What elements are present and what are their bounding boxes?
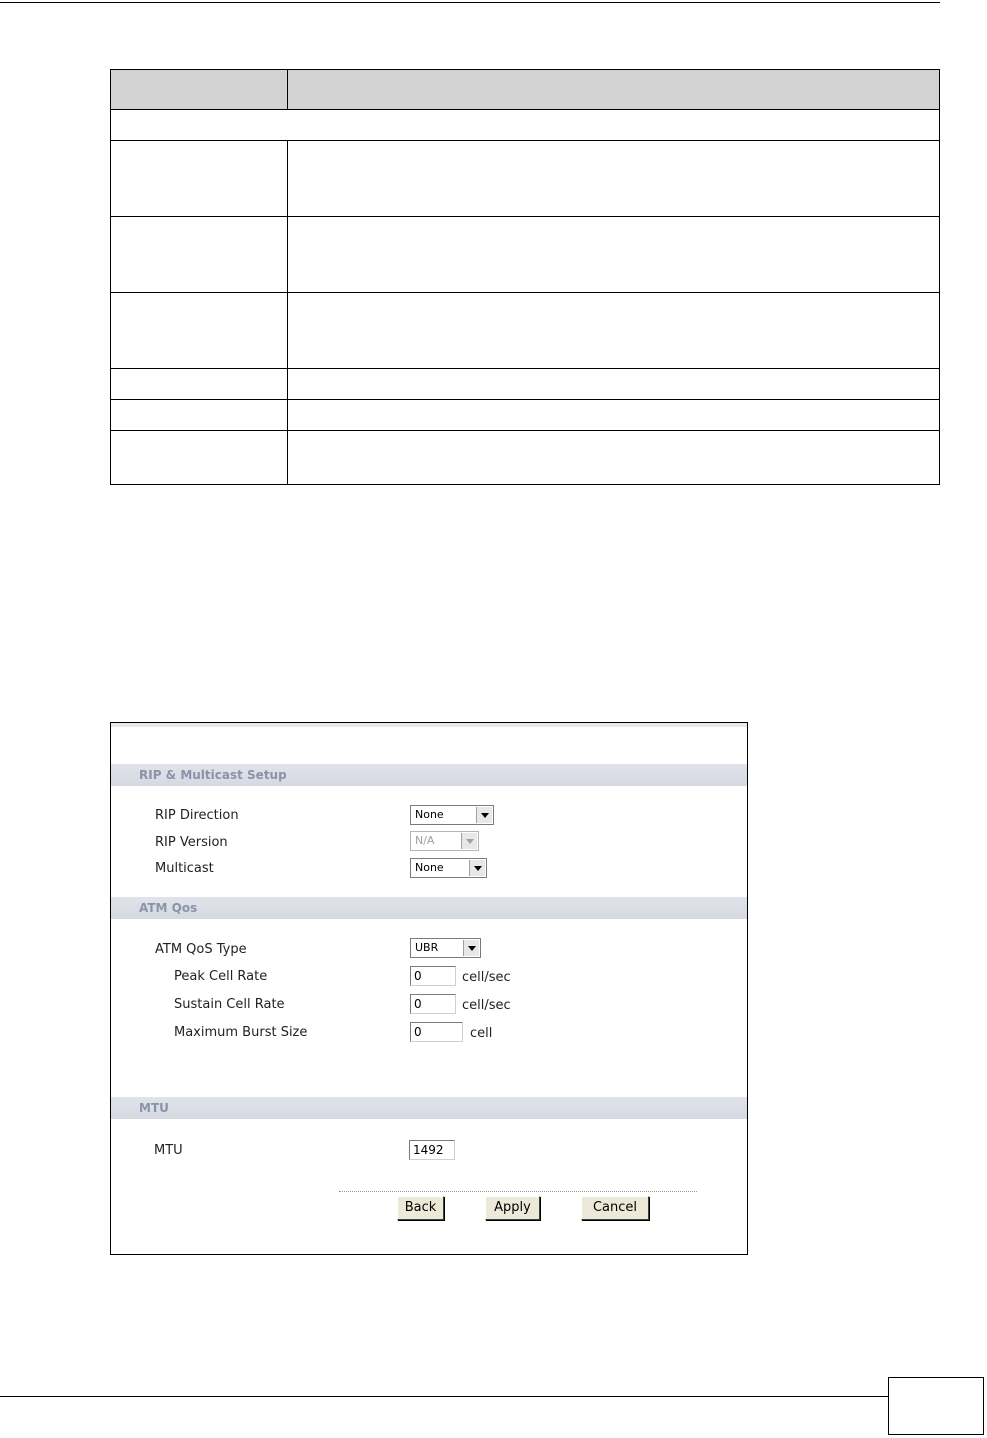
table-cell-label — [111, 293, 288, 369]
table-cell-label — [111, 369, 288, 400]
footer-rule — [0, 1396, 888, 1397]
mtu-section-title: MTU — [111, 1097, 747, 1119]
mtu-label: MTU — [154, 1143, 183, 1158]
max-burst-size-input[interactable]: 0 — [410, 1022, 463, 1042]
rip-multicast-section-title: RIP & Multicast Setup — [111, 764, 747, 786]
sustain-cell-rate-unit: cell/sec — [462, 998, 511, 1013]
page-number-box — [888, 1377, 984, 1435]
multicast-select[interactable] — [410, 858, 487, 878]
table-row — [111, 369, 940, 400]
description-table — [110, 69, 940, 485]
table-row — [111, 400, 940, 431]
rip-direction-select[interactable] — [410, 805, 494, 825]
atm-qos-type-value: UBR — [415, 941, 439, 954]
mtu-input[interactable]: 1492 — [409, 1140, 455, 1160]
rip-direction-label: RIP Direction — [155, 808, 239, 823]
table-row — [111, 293, 940, 369]
table-section-row — [111, 110, 940, 141]
chevron-down-icon — [461, 833, 477, 849]
peak-cell-rate-input[interactable]: 0 — [410, 966, 456, 986]
atm-qos-type-label: ATM QoS Type — [155, 942, 247, 957]
atm-qos-section-title: ATM Qos — [111, 897, 747, 919]
table-cell-label — [111, 141, 288, 217]
table-header-description — [288, 70, 940, 110]
atm-qos-type-select[interactable] — [410, 938, 481, 958]
cancel-button[interactable]: Cancel — [581, 1196, 649, 1220]
table-cell-description — [288, 217, 940, 293]
table-cell-label — [111, 400, 288, 431]
table-cell-description — [288, 293, 940, 369]
chevron-down-icon[interactable] — [463, 940, 479, 956]
back-button[interactable]: Back — [397, 1196, 444, 1220]
sustain-cell-rate-input[interactable]: 0 — [410, 994, 456, 1014]
chevron-down-icon[interactable] — [469, 860, 485, 876]
wan-advanced-setup-panel — [110, 722, 748, 1255]
rip-version-value: N/A — [415, 834, 435, 847]
table-cell-description — [288, 400, 940, 431]
table-row — [111, 431, 940, 485]
table-header-label — [111, 70, 288, 110]
rip-version-select — [410, 831, 479, 851]
rip-version-label: RIP Version — [155, 835, 228, 850]
table-section-label — [111, 110, 940, 141]
apply-button[interactable]: Apply — [485, 1196, 540, 1220]
table-cell-label — [111, 431, 288, 485]
multicast-value: None — [415, 861, 444, 874]
button-divider — [339, 1191, 697, 1192]
panel-body — [111, 723, 747, 1254]
chevron-down-icon[interactable] — [476, 807, 492, 823]
multicast-label: Multicast — [155, 861, 214, 876]
table-row — [111, 217, 940, 293]
table-row — [111, 141, 940, 217]
table-cell-description — [288, 431, 940, 485]
table-cell-description — [288, 369, 940, 400]
max-burst-size-label: Maximum Burst Size — [174, 1025, 308, 1040]
peak-cell-rate-unit: cell/sec — [462, 970, 511, 985]
table-cell-description — [288, 141, 940, 217]
table-header-row — [111, 70, 940, 110]
table-cell-label — [111, 217, 288, 293]
rip-direction-value: None — [415, 808, 444, 821]
header-rule — [0, 2, 940, 3]
peak-cell-rate-label: Peak Cell Rate — [174, 969, 268, 984]
sustain-cell-rate-label: Sustain Cell Rate — [174, 997, 285, 1012]
max-burst-size-unit: cell — [470, 1026, 493, 1041]
